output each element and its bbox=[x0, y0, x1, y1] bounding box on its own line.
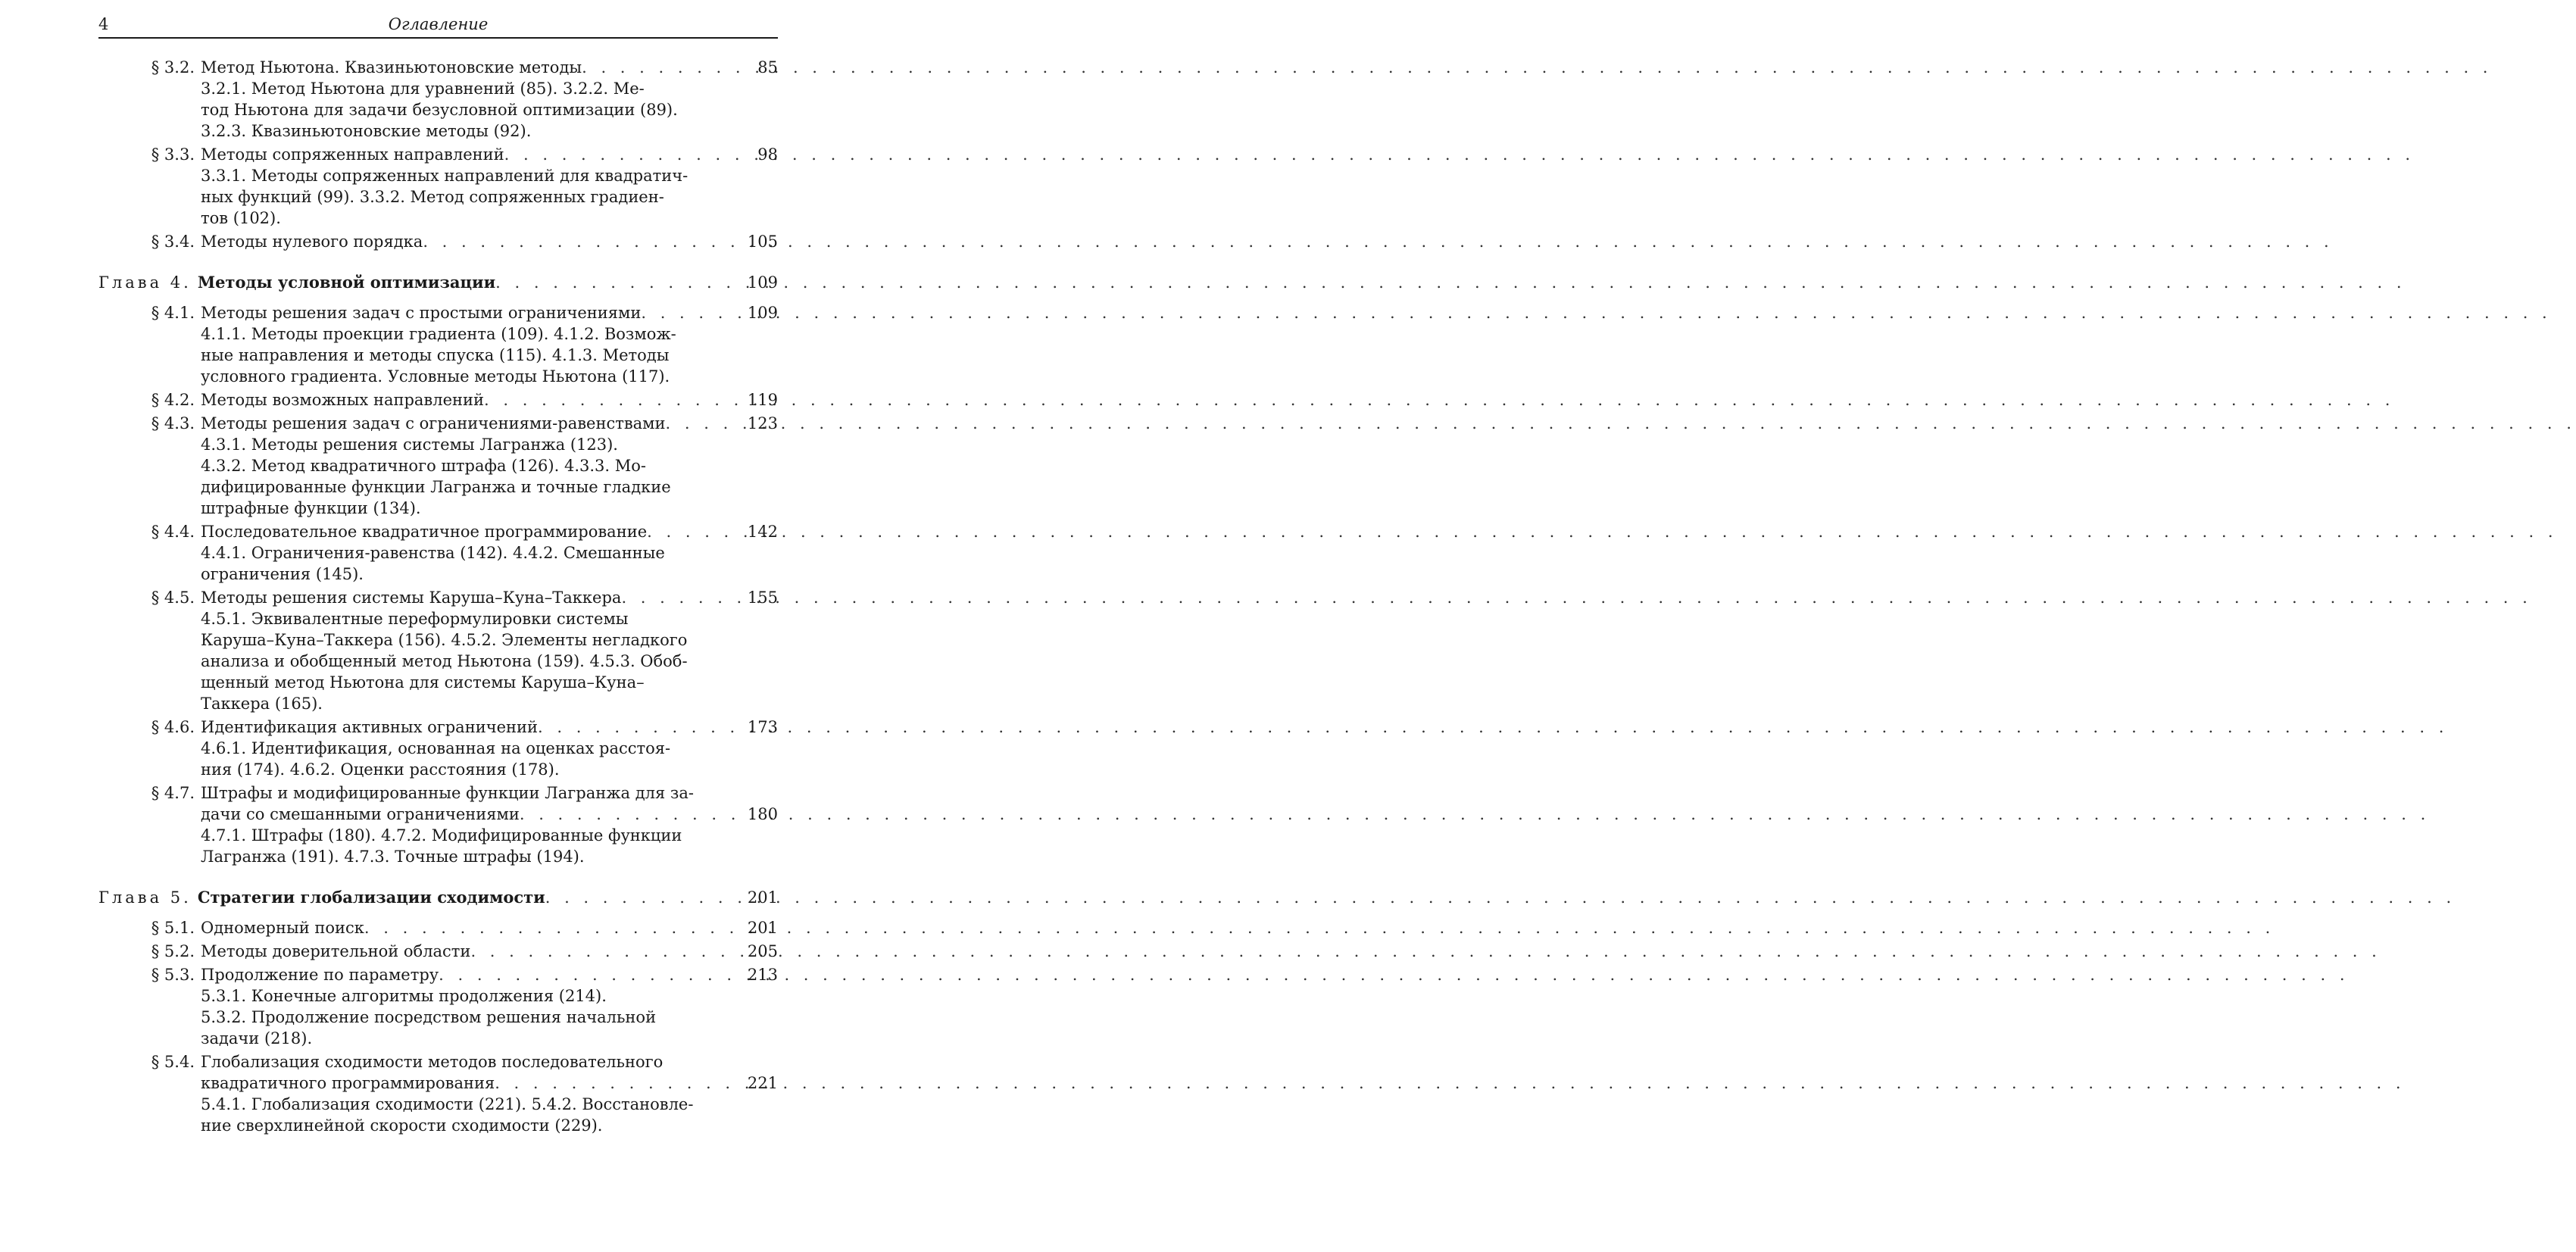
toc-section[interactable] bbox=[98, 782, 778, 867]
subsection-line: ные направления и методы спуска (115). 4.1.3. Методы bbox=[201, 346, 670, 364]
subsection-line: 4.4.1. Ограничения-равенства (142). 4.4.2. Смешанные bbox=[201, 544, 665, 562]
chapter-label: Глава 5. bbox=[98, 888, 192, 907]
toc-section[interactable] bbox=[98, 521, 778, 585]
toc-section[interactable] bbox=[98, 231, 778, 252]
section-number: § 5.4. bbox=[151, 1053, 195, 1071]
section-title: Идентификация активных ограничений bbox=[201, 718, 538, 736]
section-title: Метод Ньютона. Квазиньютоновские методы bbox=[201, 58, 582, 76]
section-title: Методы решения системы Каруша–Куна–Таккера bbox=[201, 589, 622, 607]
section-title: Методы доверительной области bbox=[201, 942, 471, 960]
page-number: 4 bbox=[98, 15, 109, 33]
subsection-line: щенный метод Ньютона для системы Каруша–Куна– bbox=[201, 673, 645, 692]
leader-dots bbox=[364, 917, 2275, 938]
section-number: § 5.1. bbox=[151, 919, 195, 937]
section-number: § 5.2. bbox=[151, 942, 195, 960]
subsection-line: тов (102). bbox=[201, 209, 281, 227]
subsection-line: 4.7.1. Штрафы (180). 4.7.2. Модифицированные функции bbox=[201, 826, 682, 845]
page-ref: 119 bbox=[747, 391, 778, 409]
subsection-line: Каруша–Куна–Таккера (156). 4.5.2. Элементы негладкого bbox=[201, 631, 688, 649]
subsection-line: 5.3.2. Продолжение посредством решения начальной bbox=[201, 1008, 657, 1026]
leader-dots bbox=[666, 413, 2576, 434]
page-ref: 109 bbox=[747, 304, 778, 322]
page-ref: 221 bbox=[747, 1074, 778, 1092]
section-title: Методы решения задач с простыми ограничениями bbox=[201, 304, 642, 322]
toc-section[interactable] bbox=[98, 1051, 778, 1136]
section-title: Одномерный поиск bbox=[201, 919, 364, 937]
subsection-line: задачи (218). bbox=[201, 1029, 313, 1047]
subsection-line: 3.2.1. Метод Ньютона для уравнений (85). 3.2.2. Ме- bbox=[201, 80, 645, 98]
page-ref: 85 bbox=[757, 58, 778, 76]
leader-dots bbox=[520, 804, 2430, 825]
subsection-line: 4.3.2. Метод квадратичного штрафа (126). 4.3.3. Мо- bbox=[201, 457, 646, 475]
leader-dots bbox=[545, 887, 2456, 908]
leader-dots bbox=[538, 717, 2448, 738]
section-title-cont: дачи со смешанными ограничениями bbox=[201, 805, 520, 823]
leader-dots bbox=[423, 231, 2333, 252]
toc-section[interactable] bbox=[98, 964, 778, 1049]
chapter-label: Глава 4. bbox=[98, 273, 192, 292]
toc-section[interactable] bbox=[98, 941, 778, 962]
subsection-line: ограничения (145). bbox=[201, 565, 364, 583]
chapter-title: Стратегии глобализации сходимости bbox=[197, 888, 545, 907]
toc-section[interactable] bbox=[98, 917, 778, 938]
page-ref: 213 bbox=[747, 966, 778, 984]
subsection-line: Лагранжа (191). 4.7.3. Точные штрафы (194). bbox=[201, 848, 585, 866]
leader-dots bbox=[495, 272, 2406, 293]
subsection-line: условного градиента. Условные методы Ньютона (117). bbox=[201, 367, 670, 386]
subsection-line: анализа и обобщенный метод Ньютона (159). 4.5.3. Обоб- bbox=[201, 652, 688, 670]
section-number: § 5.3. bbox=[151, 966, 195, 984]
page-ref: 105 bbox=[747, 233, 778, 251]
page-ref: 142 bbox=[747, 523, 778, 541]
leader-dots bbox=[621, 587, 2531, 608]
toc-section[interactable] bbox=[98, 587, 778, 714]
subsection-line: 4.1.1. Методы проекции градиента (109). 4.1.2. Возмож- bbox=[201, 325, 676, 343]
chapter-heading[interactable] bbox=[98, 272, 778, 293]
page-ref: 173 bbox=[747, 718, 778, 736]
section-title: Последовательное квадратичное программирование bbox=[201, 523, 648, 541]
subsection-line: 3.3.1. Методы сопряженных направлений для квадратич- bbox=[201, 167, 688, 185]
running-title: Оглавление bbox=[388, 15, 489, 33]
leader-dots bbox=[647, 521, 2557, 542]
section-number: § 4.6. bbox=[151, 718, 195, 736]
section-number: § 4.1. bbox=[151, 304, 195, 322]
section-title: Глобализация сходимости методов последовательного bbox=[201, 1053, 664, 1071]
toc-section[interactable] bbox=[98, 57, 778, 142]
section-number: § 4.5. bbox=[151, 589, 195, 607]
toc-section[interactable] bbox=[98, 389, 778, 411]
subsection-line: дифицированные функции Лагранжа и точные гладкие bbox=[201, 478, 671, 496]
section-number: § 4.2. bbox=[151, 391, 195, 409]
subsection-line: тод Ньютона для задачи безусловной оптимизации (89). bbox=[201, 101, 678, 119]
toc-section[interactable] bbox=[98, 144, 778, 229]
subsection-line: штрафные функции (134). bbox=[201, 499, 421, 517]
page-ref: 180 bbox=[747, 805, 778, 823]
section-number: § 3.3. bbox=[151, 145, 195, 164]
page-ref: 205 bbox=[747, 942, 778, 960]
subsection-line: Таккера (165). bbox=[201, 695, 323, 713]
subsection-line: ния (174). 4.6.2. Оценки расстояния (178). bbox=[201, 760, 560, 779]
section-title: Методы решения задач с ограничениями-равенствами bbox=[201, 414, 666, 432]
leader-dots bbox=[495, 1072, 2405, 1094]
section-title: Штрафы и модифицированные функции Лагранжа для за- bbox=[201, 784, 694, 802]
section-title: Методы возможных направлений bbox=[201, 391, 485, 409]
section-number: § 4.7. bbox=[151, 784, 195, 802]
page-ref: 201 bbox=[747, 919, 778, 937]
leader-dots bbox=[504, 144, 2415, 165]
section-title: Методы сопряженных направлений bbox=[201, 145, 504, 164]
page-ref: 201 bbox=[747, 888, 778, 907]
page-header bbox=[98, 14, 778, 38]
toc-section[interactable] bbox=[98, 413, 778, 519]
page-ref: 123 bbox=[747, 414, 778, 432]
table-of-contents bbox=[98, 57, 778, 1138]
subsection-line: 4.5.1. Эквивалентные переформулировки системы bbox=[201, 610, 629, 628]
chapter-title: Методы условной оптимизации bbox=[197, 273, 496, 292]
page-ref: 98 bbox=[757, 145, 778, 164]
page-ref: 155 bbox=[747, 589, 778, 607]
header-rule bbox=[98, 37, 778, 39]
toc-section[interactable] bbox=[98, 717, 778, 780]
subsection-line: 3.2.3. Квазиньютоновские методы (92). bbox=[201, 122, 532, 140]
section-title: Методы нулевого порядка bbox=[201, 233, 423, 251]
subsection-line: ние сверхлинейной скорости сходимости (229). bbox=[201, 1116, 603, 1135]
section-title-cont: квадратичного программирования bbox=[201, 1074, 495, 1092]
subsection-line: 5.3.1. Конечные алгоритмы продолжения (214). bbox=[201, 987, 607, 1005]
subsection-line: 4.6.1. Идентификация, основанная на оценках расстоя- bbox=[201, 739, 671, 757]
section-title: Продолжение по параметру bbox=[201, 966, 439, 984]
toc-section[interactable] bbox=[98, 302, 778, 387]
section-number: § 3.4. bbox=[151, 233, 195, 251]
section-number: § 3.2. bbox=[151, 58, 195, 76]
subsection-line: 4.3.1. Методы решения системы Лагранжа (123). bbox=[201, 436, 618, 454]
chapter-heading[interactable] bbox=[98, 887, 778, 908]
leader-dots bbox=[582, 57, 2492, 78]
section-number: § 4.4. bbox=[151, 523, 195, 541]
page-ref: 109 bbox=[747, 273, 778, 292]
leader-dots bbox=[641, 302, 2551, 323]
subsection-line: 5.4.1. Глобализация сходимости (221). 5.4.2. Восстановле- bbox=[201, 1095, 694, 1113]
section-number: § 4.3. bbox=[151, 414, 195, 432]
subsection-line: ных функций (99). 3.3.2. Метод сопряженных градиен- bbox=[201, 188, 664, 206]
